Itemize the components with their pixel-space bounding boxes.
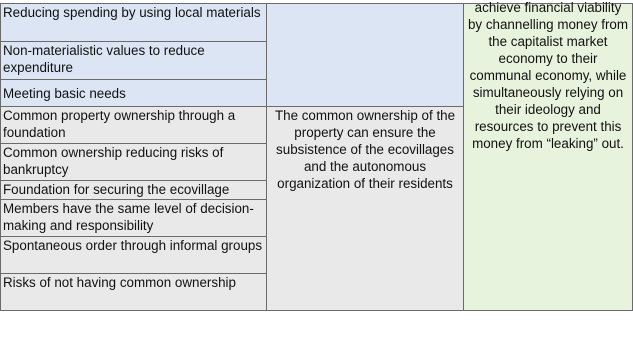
theme-text: The common ownership of the property can ensure the subsistence of the ecovillages and the autonomous organization of their residents bbox=[274, 108, 456, 191]
row-label: Reducing spending by using local materials bbox=[3, 5, 261, 20]
row-label: Non-materialistic values to reduce expenditure bbox=[3, 43, 205, 75]
table-row bbox=[1, 274, 267, 311]
conclusion-text: achieve financial viability by channelling money from the capitalist market economy to their communal economy, while simultaneously relying on their ideology and resources to prevent this money from “leaking” out. bbox=[467, 0, 629, 151]
theme-cell-bottom bbox=[267, 107, 464, 311]
theme-cell-top bbox=[267, 4, 464, 107]
table-row bbox=[1, 107, 267, 144]
table-row bbox=[1, 80, 267, 107]
table-row bbox=[1, 4, 267, 42]
row-label: Foundation for securing the ecovillage bbox=[3, 182, 230, 197]
table-row bbox=[1, 42, 267, 80]
row-label: Common ownership reducing risks of bankruptcy bbox=[3, 145, 224, 177]
table-row bbox=[1, 144, 267, 181]
row-label: Risks of not having common ownership bbox=[3, 275, 236, 290]
table-row bbox=[1, 181, 267, 200]
row-label: Common property ownership through a foundation bbox=[3, 108, 236, 140]
table-row bbox=[1, 237, 267, 274]
table-row bbox=[1, 200, 267, 237]
row-label: Meeting basic needs bbox=[3, 85, 126, 101]
row-label: Members have the same level of decision-making and responsibility bbox=[3, 201, 254, 233]
conclusion-cell bbox=[464, 0, 633, 311]
row-label: Spontaneous order through informal groups bbox=[3, 238, 263, 253]
